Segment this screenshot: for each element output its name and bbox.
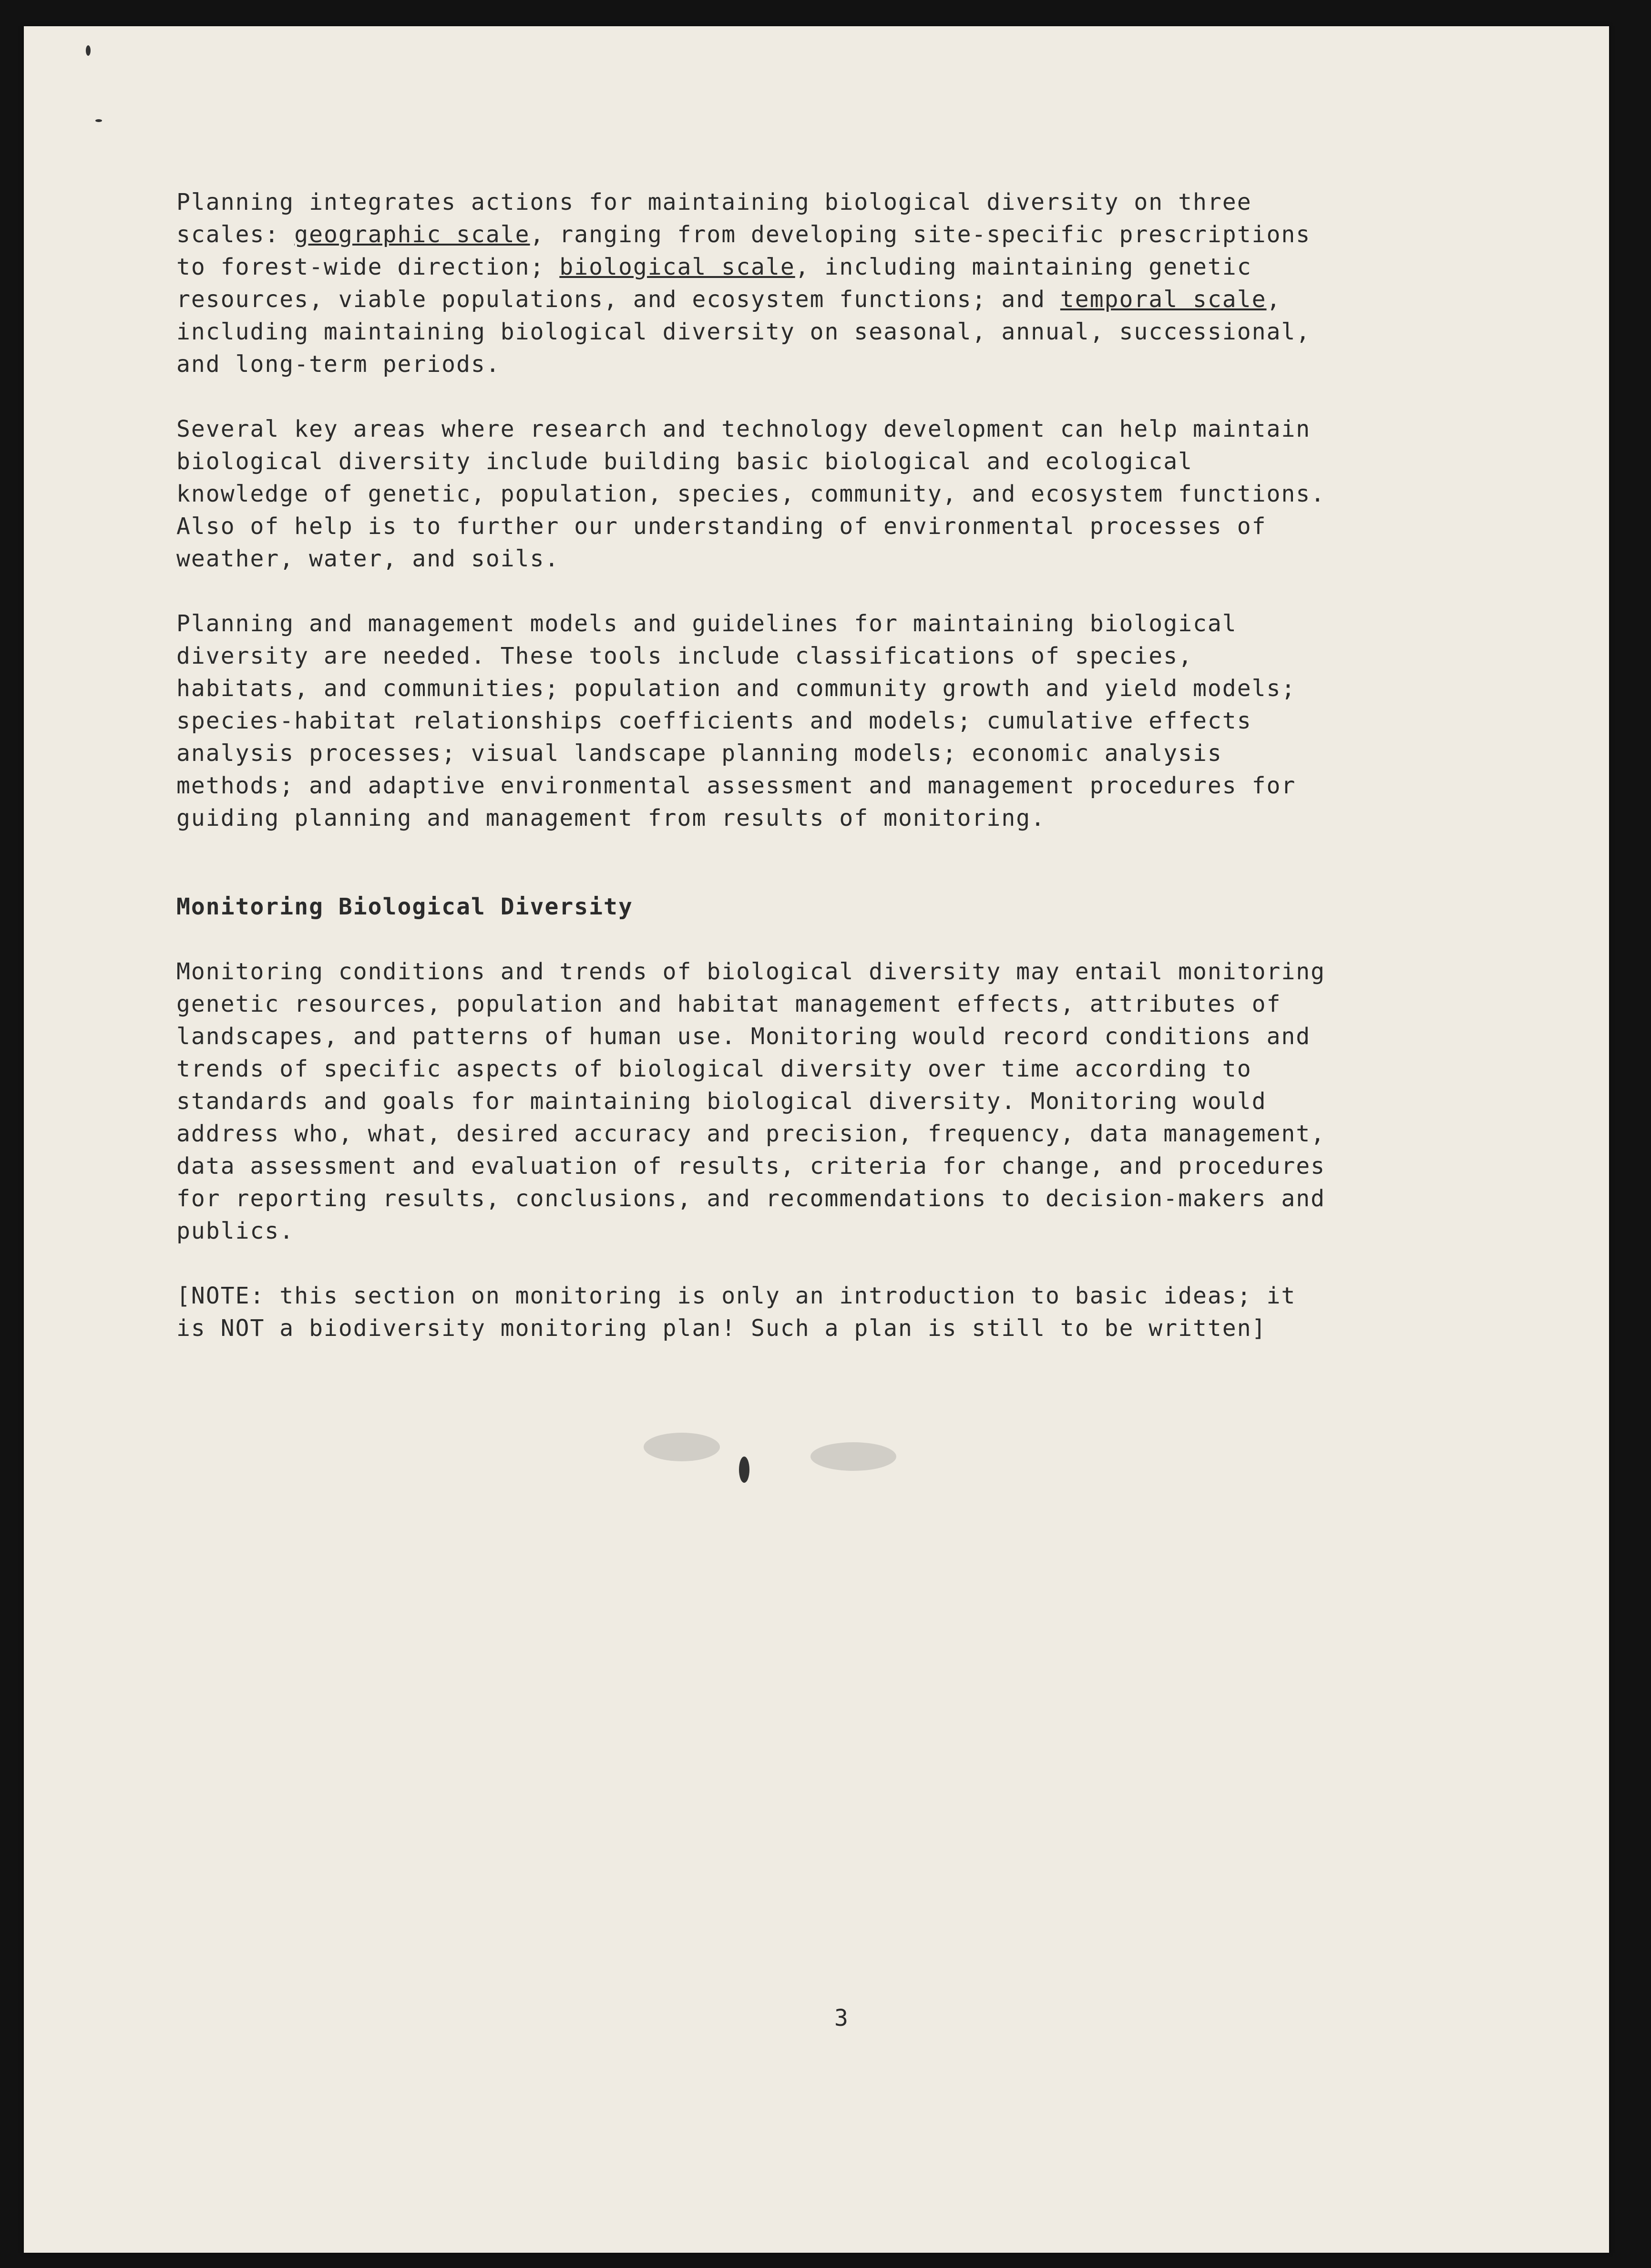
smudge — [644, 1433, 720, 1461]
underlined-term: temporal scale — [1060, 286, 1267, 313]
text-line: analysis processes; visual landscape planning models; economic analysis — [176, 740, 1222, 767]
text-line — [176, 283, 1492, 316]
text-fragment: , including maintaining genetic — [795, 254, 1252, 280]
section-heading: Monitoring Biological Diversity — [176, 893, 633, 920]
text-line: standards and goals for maintaining biological diversity. Monitoring would — [176, 1088, 1267, 1115]
text-line — [176, 218, 1492, 251]
text-fragment: scales: — [176, 221, 295, 248]
text-line: Planning and management models and guidelines for maintaining biological — [176, 610, 1237, 637]
text-fragment: resources, viable populations, and ecosystem functions; and — [176, 286, 1060, 313]
text-line: Several key areas where research and technology development can help maintain — [176, 416, 1311, 442]
text-line: Monitoring conditions and trends of biological diversity may entail monitoring — [176, 958, 1326, 985]
paragraph-monitoring — [176, 955, 1492, 1247]
text-line: trends of specific aspects of biological diversity over time according to — [176, 1056, 1252, 1082]
paper-speck — [86, 45, 91, 56]
paragraph-models-guidelines — [176, 607, 1492, 834]
text-line: species-habitat relationships coefficients and models; cumulative effects — [176, 708, 1252, 734]
text-line: knowledge of genetic, population, species, community, and ecosystem functions. — [176, 481, 1326, 507]
text-line: [NOTE: this section on monitoring is only an introduction to basic ideas; it — [176, 1283, 1296, 1309]
page-number: 3 — [834, 2005, 848, 2032]
ink-blot — [739, 1457, 749, 1483]
text-line: is NOT a biodiversity monitoring plan! Such a plan is still to be written] — [176, 1315, 1267, 1342]
text-line: including maintaining biological diversity on seasonal, annual, successional, — [176, 318, 1311, 345]
text-line: biological diversity include building basic biological and ecological — [176, 448, 1193, 475]
text-line: Also of help is to further our understanding of environmental processes of — [176, 513, 1267, 540]
text-line: address who, what, desired accuracy and precision, frequency, data management, — [176, 1120, 1326, 1147]
text-line: genetic resources, population and habitat management effects, attributes of — [176, 991, 1282, 1017]
text-line: landscapes, and patterns of human use. Monitoring would record conditions and — [176, 1023, 1311, 1050]
underlined-term: biological scale — [559, 254, 795, 280]
text-line: weather, water, and soils. — [176, 545, 560, 572]
document-body — [176, 186, 1492, 1377]
underlined-term: geographic scale — [294, 221, 530, 248]
paragraph-note — [176, 1280, 1492, 1344]
smudge — [810, 1442, 896, 1471]
document-page — [24, 26, 1609, 2253]
text-line: publics. — [176, 1218, 295, 1244]
text-line: habitats, and communities; population and community growth and yield models; — [176, 675, 1296, 702]
text-fragment: , — [1266, 286, 1282, 313]
paper-speck — [95, 119, 102, 122]
text-line: for reporting results, conclusions, and recommendations to decision-makers and — [176, 1185, 1326, 1212]
text-fragment: , ranging from developing site-specific prescriptions — [530, 221, 1311, 248]
text-line: Planning integrates actions for maintaining biological diversity on three — [176, 189, 1252, 216]
text-line: diversity are needed. These tools include classifications of species, — [176, 643, 1193, 669]
text-line: data assessment and evaluation of results, criteria for change, and procedures — [176, 1153, 1326, 1180]
paragraph-planning-scales — [176, 186, 1492, 380]
text-line: methods; and adaptive environmental assessment and management procedures for — [176, 772, 1296, 799]
paragraph-research-areas — [176, 413, 1492, 575]
text-line: and long-term periods. — [176, 351, 501, 378]
text-line: guiding planning and management from results of monitoring. — [176, 805, 1046, 831]
text-fragment: to forest-wide direction; — [176, 254, 560, 280]
text-line — [176, 251, 1492, 283]
